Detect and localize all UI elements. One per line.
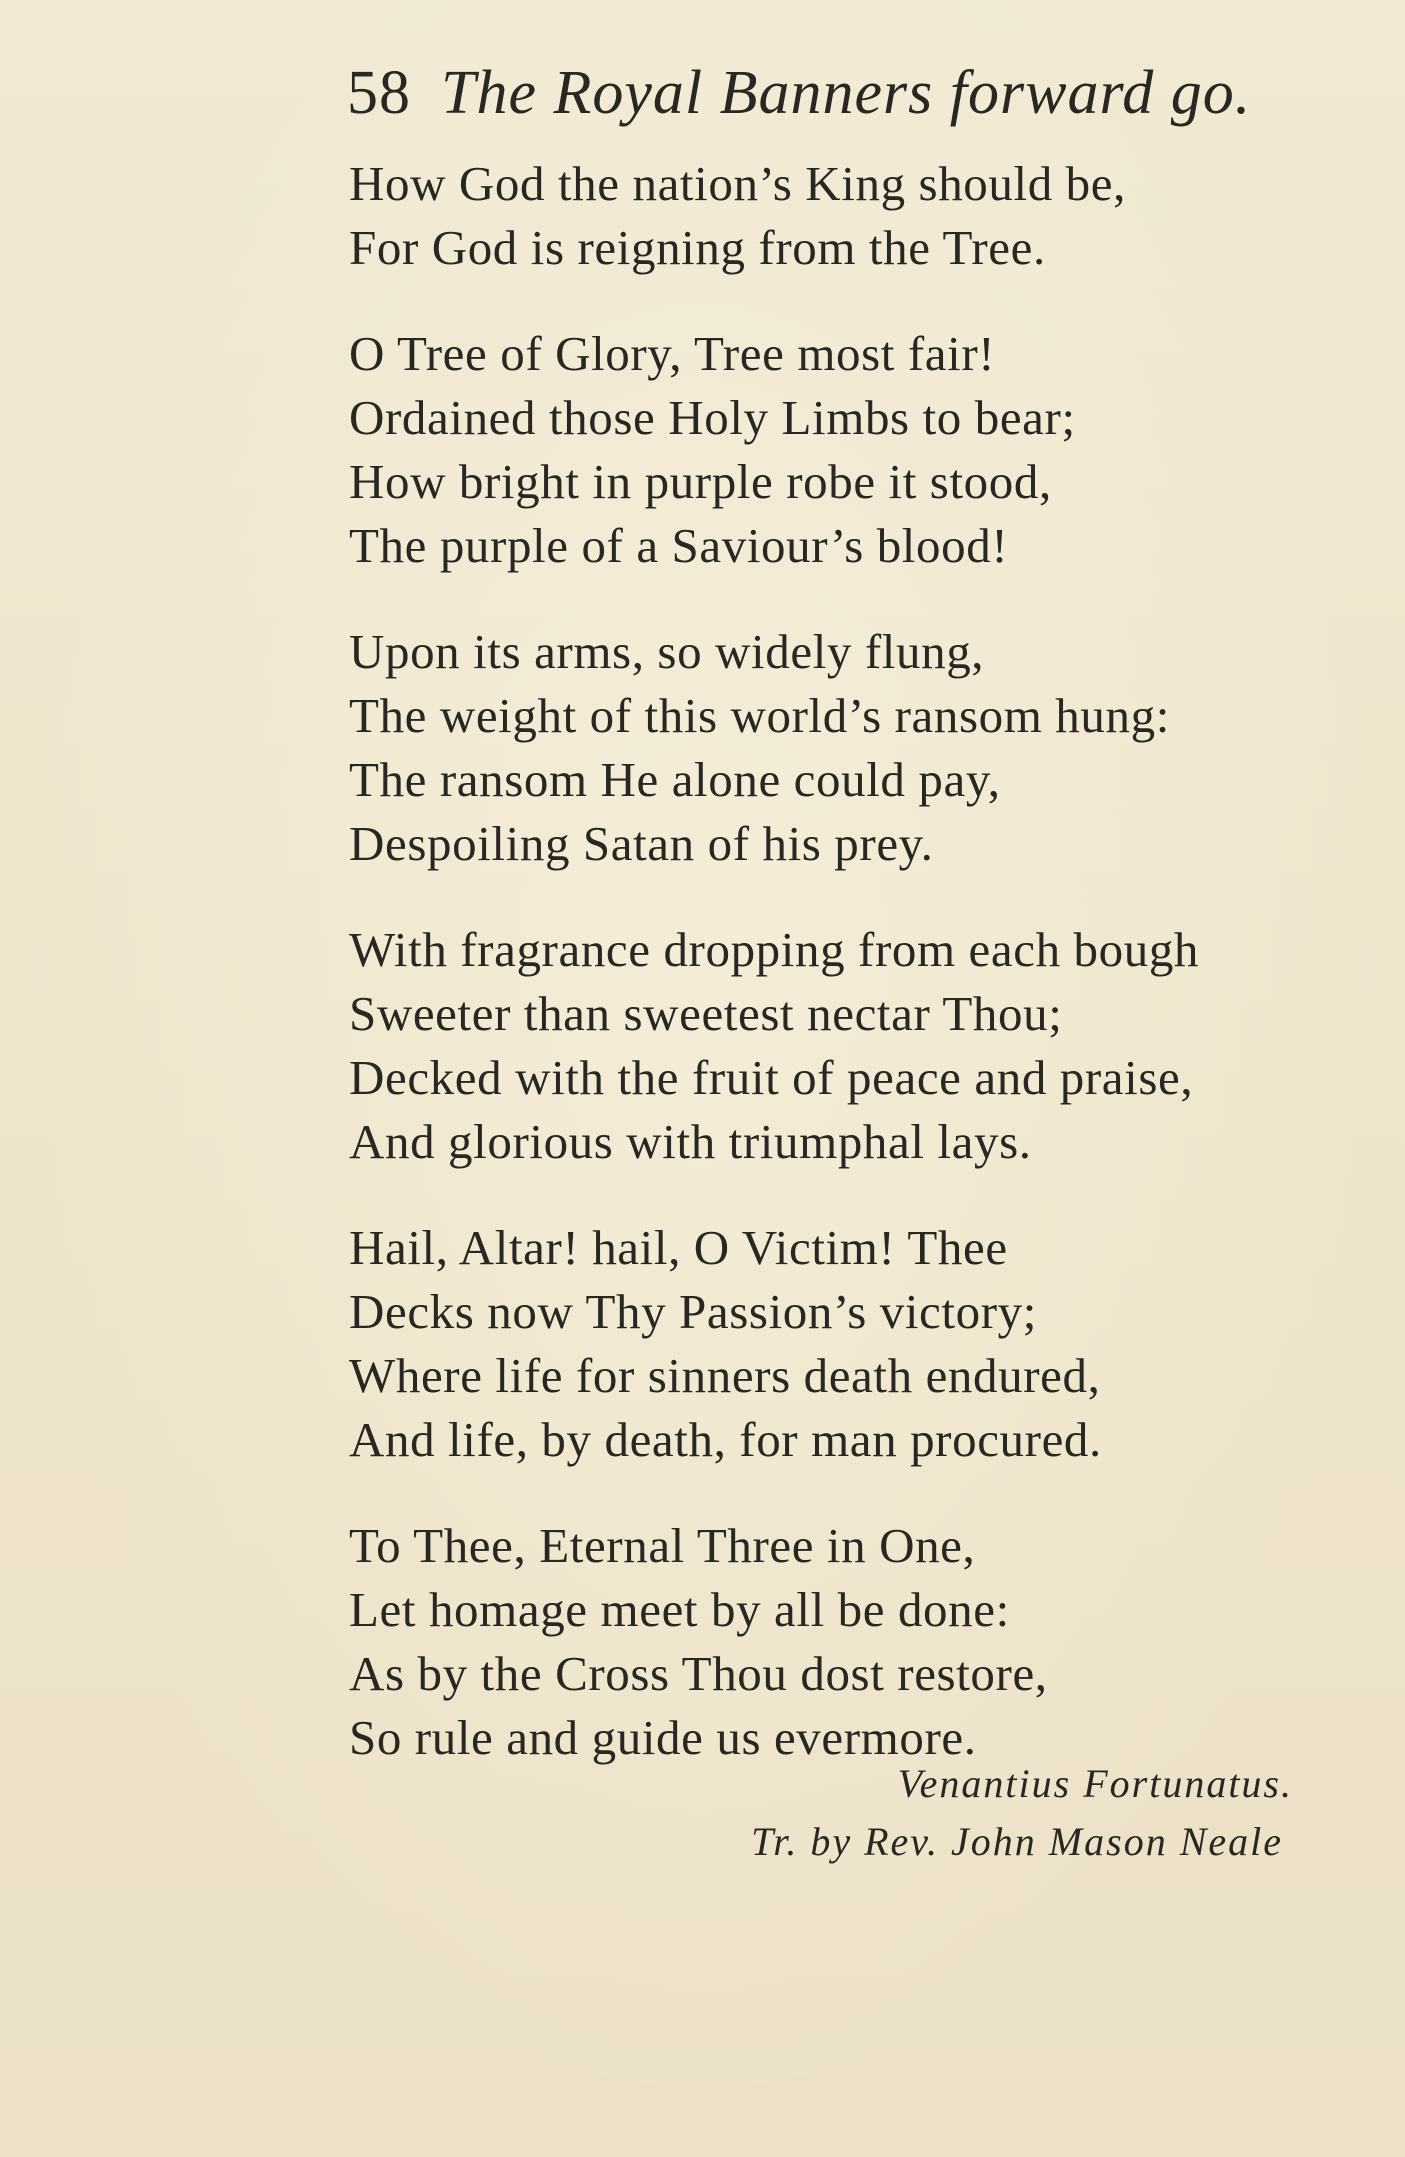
poem-line: Let homage meet by all be done: <box>349 1582 1010 1637</box>
poem-line: And life, by death, for man procured. <box>349 1412 1102 1467</box>
poem-line: To Thee, Eternal Three in One, <box>349 1518 976 1573</box>
poem-line: Sweeter than sweetest nectar Thou; <box>349 986 1063 1041</box>
poem-line: With fragrance dropping from each bough <box>349 922 1200 977</box>
stanza-5 <box>349 1216 1369 1472</box>
poem-line: The ransom He alone could pay, <box>349 752 1001 807</box>
poem-line: Where life for sinners death endured, <box>349 1348 1101 1403</box>
stanza-4 <box>349 918 1369 1174</box>
page-number: 58 <box>347 59 411 127</box>
running-title: The Royal Banners forward go. <box>441 59 1252 127</box>
stanza-2 <box>349 322 1369 578</box>
page-header <box>347 58 1347 128</box>
poem-line: Despoiling Satan of his prey. <box>349 816 934 871</box>
poem <box>349 152 1369 1812</box>
poem-line: The purple of a Saviour’s blood! <box>349 518 1009 573</box>
poem-line: Decks now Thy Passion’s victory; <box>349 1284 1037 1339</box>
poem-line: O Tree of Glory, Tree most fair! <box>349 326 996 381</box>
attribution-author: Venantius Fortunatus. <box>897 1761 1293 1806</box>
attribution-translator: Tr. by Rev. John Mason Neale <box>751 1819 1283 1864</box>
poem-line: Hail, Altar! hail, O Victim! Thee <box>349 1220 1008 1275</box>
attribution <box>751 1755 1293 1871</box>
poem-line: Decked with the fruit of peace and praise, <box>349 1050 1194 1105</box>
poem-line: Upon its arms, so widely flung, <box>349 624 985 679</box>
poem-line: How God the nation’s King should be, <box>349 156 1126 211</box>
stanza-1 <box>349 152 1369 280</box>
poem-line: The weight of this world’s ransom hung: <box>349 688 1170 743</box>
stanza-6 <box>349 1514 1369 1770</box>
poem-line: For God is reigning from the Tree. <box>349 220 1046 275</box>
poem-line: How bright in purple robe it stood, <box>349 454 1052 509</box>
poem-line: Ordained those Holy Limbs to bear; <box>349 390 1076 445</box>
poem-line: And glorious with triumphal lays. <box>349 1114 1032 1169</box>
poem-line: As by the Cross Thou dost restore, <box>349 1646 1048 1701</box>
poem-line: So rule and guide us evermore. <box>349 1710 977 1765</box>
stanza-3 <box>349 620 1369 876</box>
